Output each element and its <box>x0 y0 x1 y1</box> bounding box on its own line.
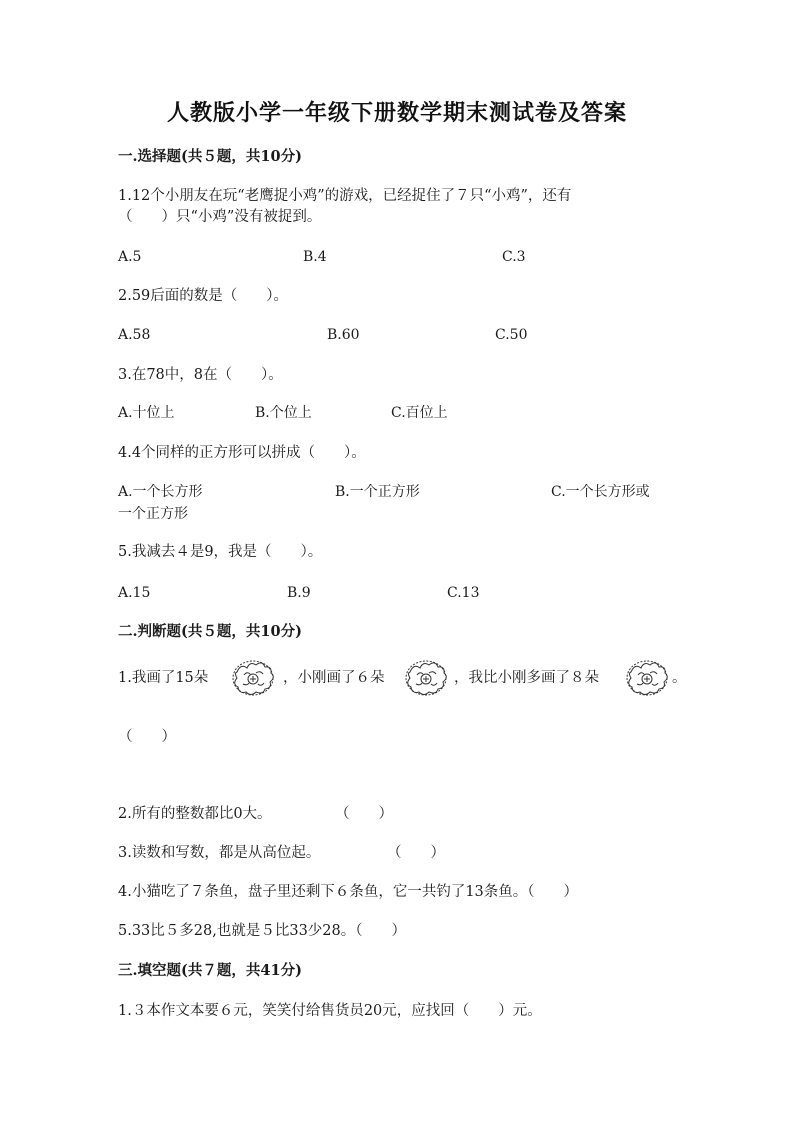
question-2: 2.59后面的数是（ ）。 <box>118 288 289 304</box>
question-3-option-c: C.百位上 <box>391 405 448 421</box>
question-5-option-a: A.15 <box>118 585 151 601</box>
judge-1-answer-paren: （ ） <box>118 729 176 745</box>
section-heading-judge: 二.判断题(共５题，共10分) <box>118 623 302 640</box>
judge-2-answer-paren: （ ） <box>335 806 393 822</box>
judge-1-part-2: ，小刚画了６朵 <box>283 670 385 686</box>
question-1-option-a: A.5 <box>118 249 142 265</box>
question-1-option-b: B.4 <box>303 249 327 265</box>
question-3-option-b: B.个位上 <box>255 405 312 421</box>
flower-icon <box>230 658 276 698</box>
question-4: 4.4个同样的正方形可以拼成（ ）。 <box>118 445 366 461</box>
question-5: 5.我减去４是9，我是（ ）。 <box>118 544 323 560</box>
question-5-option-b: B.9 <box>287 585 311 601</box>
question-4-option-c-cont: 一个正方形 <box>118 506 188 522</box>
question-3: 3.在78中，8在（ ）。 <box>118 367 283 383</box>
flower-icon <box>624 658 670 698</box>
judge-1-part-3: ，我比小刚多画了８朵 <box>454 670 599 686</box>
question-4-option-a: A.一个长方形 <box>118 484 203 500</box>
question-1-line-1: 1.12个小朋友在玩“老鹰捉小鸡”的游戏，已经捉住了７只“小鸡”，还有 <box>118 188 572 204</box>
judge-3: 3.读数和写数，都是从高位起。 <box>118 845 321 861</box>
question-1-option-c: C.3 <box>502 249 526 265</box>
question-2-option-c: C.50 <box>495 327 528 343</box>
judge-1-part-4: 。 <box>672 670 687 686</box>
judge-4: 4.小猫吃了７条鱼，盘子里还剩下６条鱼，它一共钓了13条鱼。（ ） <box>118 884 579 900</box>
question-1-line-2: （ ）只“小鸡”没有被捉到。 <box>118 209 322 225</box>
judge-3-answer-paren: （ ） <box>387 845 445 861</box>
fill-1: 1.３本作文本要６元，笑笑付给售货员20元，应找回（ ）元。 <box>118 1003 542 1019</box>
section-heading-choice: 一.选择题(共５题，共10分) <box>118 148 302 165</box>
question-4-option-b: B.一个正方形 <box>335 484 420 500</box>
judge-1-part-1: 1.我画了15朵 <box>118 670 209 686</box>
judge-2: 2.所有的整数都比0大。 <box>118 806 272 822</box>
question-3-option-a: A.十位上 <box>118 405 175 421</box>
question-2-option-b: B.60 <box>327 327 360 343</box>
page-title: 人教版小学一年级下册数学期末测试卷及答案 <box>166 100 627 126</box>
section-heading-fill: 三.填空题(共７题，共41分) <box>118 962 302 979</box>
question-4-option-c: C.一个长方形或 <box>551 484 650 500</box>
flower-icon <box>403 658 449 698</box>
question-5-option-c: C.13 <box>447 585 480 601</box>
judge-5: 5.33比５多28,也就是５比33少28。（ ） <box>118 923 406 939</box>
question-2-option-a: A.58 <box>118 327 151 343</box>
